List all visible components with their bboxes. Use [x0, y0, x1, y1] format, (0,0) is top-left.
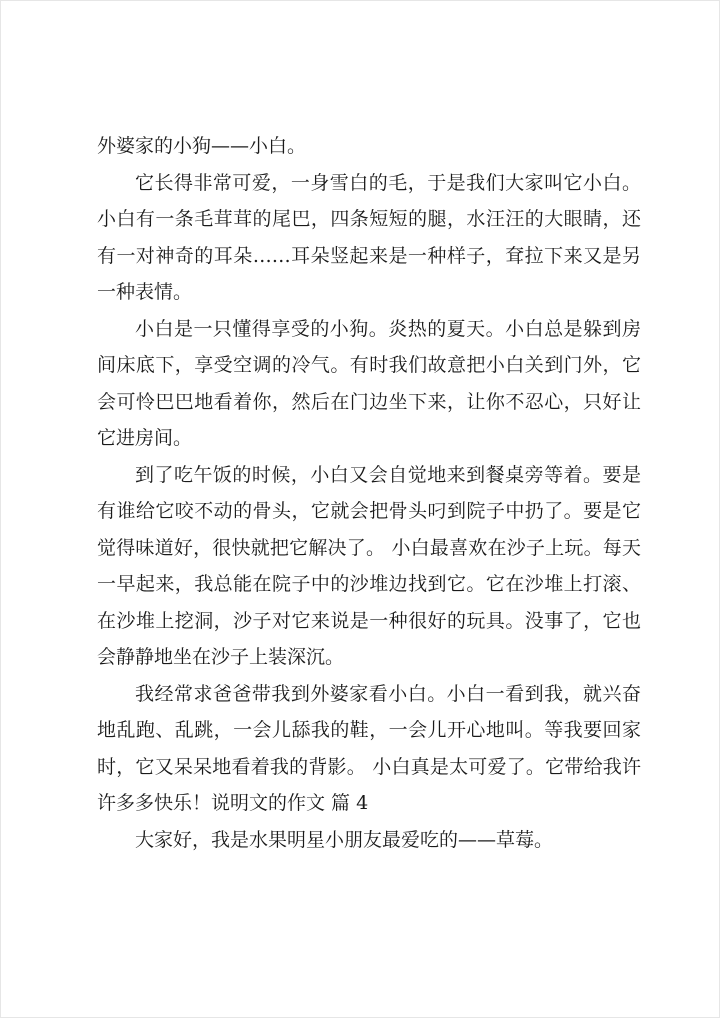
- paragraph-3: 小白是一只懂得享受的小狗。炎热的夏天。小白总是躲到房间床底下，享受空调的冷气。有时我们故意把小白关到门外，它会可怜巴巴地看着你，然后在门边坐下来，让你不忍心，只好让它进房间。: [97, 317, 641, 449]
- paragraph-5: 我经常求爸爸带我到外婆家看小白。小白一看到我，就兴奋地乱跑、乱跳，一会儿舔我的鞋，一会儿开心地叫。等我要回家时，它又呆呆地看着我的背影。 小白真是太可爱了。它带给我许许多多快乐！说明文的作文 篇 4: [97, 682, 641, 814]
- paragraph-6: 大家好，我是水果明星小朋友最爱吃的——草莓。: [135, 828, 554, 851]
- paragraph-2: 它长得非常可爱，一身雪白的毛，于是我们大家叫它小白。小白有一条毛茸茸的尾巴，四条短短的腿，水汪汪的大眼睛，还有一对神奇的耳朵……耳朵竖起来是一种样子，耷拉下来又是另一种表情。: [97, 171, 641, 303]
- document-body: [97, 128, 641, 858]
- paragraph-1: 外婆家的小狗——小白。: [97, 135, 307, 157]
- paragraph-4: 到了吃午饭的时候，小白又会自觉地来到餐桌旁等着。要是有谁给它咬不动的骨头，它就会把骨头叼到院子中扔了。要是它觉得味道好，很快就把它解决了。 小白最喜欢在沙子上玩。每天一早起来，我总能在院子中的沙堆边找到它。它在沙堆上打滚、在沙堆上挖洞，沙子对它来说是一种很好的玩具。没事了，它也会静静地坐在沙子上装深沉。: [97, 463, 641, 668]
